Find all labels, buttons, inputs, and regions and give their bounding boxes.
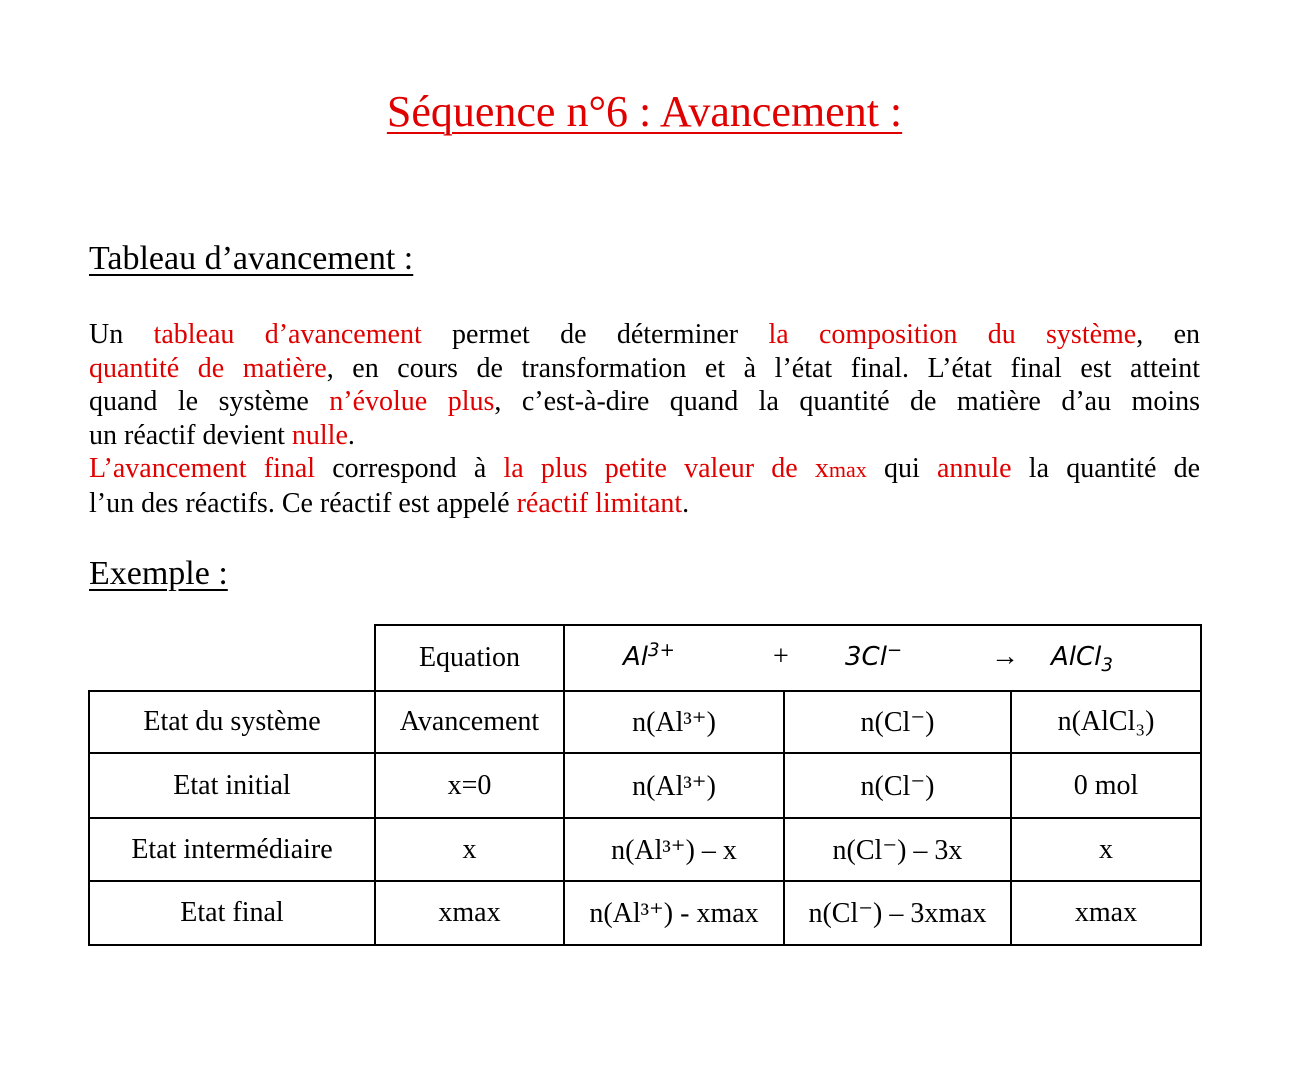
- paragraph-line-3: quand le système n’évolue plus, c’est-à-dire quand la quantité de matière d’au moins: [89, 386, 1201, 417]
- equation-label: Equation: [375, 625, 564, 691]
- definition-paragraph: [89, 318, 1200, 520]
- row-advancement: x=0: [375, 753, 564, 818]
- row-advancement: x: [375, 818, 564, 881]
- row-alcl3: 0 mol: [1011, 753, 1201, 818]
- table-row: [89, 818, 1201, 881]
- row-cl: n(Cl⁻) – 3x: [784, 818, 1011, 881]
- advancement-table: [88, 624, 1202, 946]
- table-row: [89, 881, 1201, 945]
- table-header-row: [89, 691, 1201, 753]
- empty-cell: [89, 625, 375, 691]
- header-advancement: Avancement: [375, 691, 564, 753]
- page-title: Séquence n°6 : Avancement :: [386, 87, 903, 136]
- chemical-equation: $Al^{3+} + 3Cl^-$ → AlCl$_3$: [564, 625, 1201, 691]
- row-state: Etat intermédiaire: [89, 818, 375, 881]
- header-alcl3: n(AlCl₃): [1011, 691, 1201, 753]
- section-heading-tableau: Tableau d’avancement :: [89, 240, 414, 277]
- row-advancement: xmax: [375, 881, 564, 945]
- paragraph-line-6: l’un des réactifs. Ce réactif est appelé réactif limitant.: [89, 487, 690, 519]
- header-al: n(Al³⁺): [564, 691, 784, 753]
- row-alcl3: xmax: [1011, 881, 1201, 945]
- table-row: [89, 753, 1201, 818]
- section-heading-exemple: Exemple :: [89, 555, 228, 592]
- paragraph-line-5: L’avancement final correspond à la plus petite valeur de xmax qui annule la quantité de: [89, 453, 1201, 484]
- row-al: n(Al³⁺) – x: [564, 818, 784, 881]
- paragraph-line-2: quantité de matière, en cours de transformation et à l’état final. L’état final est atteint: [89, 352, 1200, 384]
- row-al: n(Al³⁺): [564, 753, 784, 818]
- row-cl: n(Cl⁻) – 3xmax: [784, 881, 1011, 945]
- header-state: Etat du système: [89, 691, 375, 753]
- paragraph-line-4: un réactif devient nulle.: [89, 419, 355, 451]
- header-cl: n(Cl⁻): [784, 691, 1011, 753]
- row-alcl3: x: [1011, 818, 1201, 881]
- row-al: n(Al³⁺) - xmax: [564, 881, 784, 945]
- equation-row: [89, 625, 1201, 691]
- paragraph-line-1: Un tableau d’avancement permet de déterminer la composition du système, en: [89, 319, 1200, 350]
- row-state: Etat final: [89, 881, 375, 945]
- row-cl: n(Cl⁻): [784, 753, 1011, 818]
- row-state: Etat initial: [89, 753, 375, 818]
